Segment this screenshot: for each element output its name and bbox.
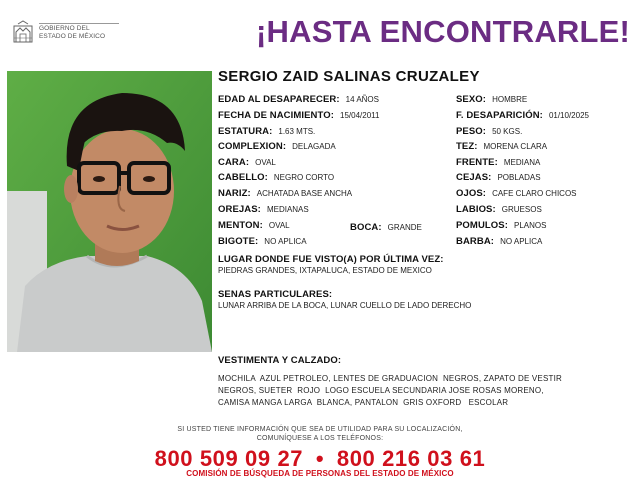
field-complexion	[456, 142, 547, 152]
field-value: OVAL	[268, 221, 290, 230]
person-photo-illustration	[7, 71, 212, 352]
field-birthdate	[218, 111, 379, 121]
clothing-line: MOCHILA AZUL PETROLEO, LENTES DE GRADUACION NEGROS, ZAPATO DE VESTIR	[218, 374, 562, 383]
field-lips	[456, 205, 542, 215]
field-eyes	[456, 189, 577, 199]
field-disappearance-date	[456, 111, 589, 121]
government-logo	[12, 20, 122, 46]
field-value: GRANDE	[387, 223, 422, 232]
field-label: SEXO:	[456, 94, 487, 105]
marks-label: SENAS PARTICULARES:	[218, 289, 333, 300]
logo-line-1: GOBIERNO DEL	[39, 25, 90, 32]
last-seen-label: LUGAR DONDE FUE VISTO(A) POR ÚLTIMA VEZ:	[218, 254, 444, 265]
field-value: NEGRO CORTO	[273, 173, 335, 182]
field-nose	[218, 189, 352, 199]
field-label: BARBA:	[456, 236, 495, 247]
field-beard	[456, 237, 542, 247]
field-label: BIGOTE:	[218, 236, 259, 247]
field-build	[218, 142, 336, 152]
field-face	[218, 158, 276, 168]
marks-value: LUNAR ARRIBA DE LA BOCA, LUNAR CUELLO DE LADO DERECHO	[218, 301, 472, 310]
field-hair	[218, 173, 334, 183]
field-label: FECHA DE NACIMIENTO:	[218, 110, 334, 121]
field-value: GRUESOS	[501, 205, 542, 214]
field-mouth	[350, 223, 422, 233]
last-seen-value: PIEDRAS GRANDES, IXTAPALUCA, ESTADO DE MEXICO	[218, 266, 432, 275]
field-value: OVAL	[255, 158, 276, 167]
field-value: NO APLICA	[264, 237, 307, 246]
field-value: MORENA CLARA	[483, 142, 548, 151]
field-height	[218, 127, 315, 137]
field-ears	[218, 205, 309, 215]
phone-separator: •	[315, 446, 325, 471]
field-weight	[456, 127, 522, 137]
field-label: OREJAS:	[218, 204, 261, 215]
contact-note: SI USTED TIENE INFORMACIÓN QUE SEA DE UTILIDAD PARA SU LOCALIZACIÓN,	[177, 426, 463, 433]
field-value: POBLADAS	[497, 173, 541, 182]
field-label: CARA:	[218, 157, 250, 168]
field-value: 15/04/2011	[340, 111, 380, 120]
contact-note: COMUNÍQUESE A LOS TELÉFONOS:	[256, 435, 384, 442]
field-value: 1.63 MTS.	[278, 127, 316, 136]
field-value: ACHATADA BASE ANCHA	[256, 189, 353, 198]
field-label: BOCA:	[350, 222, 382, 233]
field-label: F. DESAPARICIÓN:	[456, 110, 543, 121]
field-value: HOMBRE	[492, 95, 528, 104]
field-eyebrows	[456, 173, 541, 183]
field-label: FRENTE:	[456, 157, 498, 168]
field-value: DELAGADA	[292, 142, 336, 151]
field-cheekbones	[456, 221, 546, 231]
logo-line-2: ESTADO DE MÉXICO	[39, 33, 106, 40]
phone-number-1[interactable]: 800 509 09 27	[154, 446, 304, 471]
field-value: 50 KGS.	[492, 127, 523, 136]
person-name: SERGIO ZAID SALINAS CRUZALEY	[218, 68, 480, 85]
field-value: 14 AÑOS	[345, 95, 379, 104]
coat-of-arms-icon	[12, 20, 34, 44]
field-label: ESTATURA:	[218, 126, 273, 137]
field-label: CABELLO:	[218, 172, 268, 183]
logo-rule	[39, 23, 119, 24]
clothing-line: NEGROS, SUETER ROJO LOGO ESCUELA SECUNDARIA JOSE ROSAS MORENO,	[218, 386, 544, 395]
field-label: EDAD AL DESAPARECER:	[218, 94, 340, 105]
field-sex	[456, 95, 527, 105]
person-photo	[7, 71, 212, 352]
commission-name: COMISIÓN DE BÚSQUEDA DE PERSONAS DEL ESTADO DE MÉXICO	[186, 469, 454, 478]
field-moustache	[218, 237, 307, 247]
field-chin	[218, 221, 290, 231]
field-label: CEJAS:	[456, 172, 492, 183]
field-label: LABIOS:	[456, 204, 496, 215]
field-label: POMULOS:	[456, 220, 508, 231]
field-value: CAFE CLARO CHICOS	[492, 189, 577, 198]
field-age	[218, 95, 379, 105]
clothing-line: CAMISA MANGA LARGA BLANCA, PANTALON GRIS OXFORD ESCOLAR	[218, 398, 509, 407]
field-label: NARIZ:	[218, 188, 251, 199]
page-title: ¡HASTA ENCONTRARLE!	[256, 14, 631, 49]
field-label: COMPLEXION:	[218, 141, 287, 152]
phone-number-2[interactable]: 800 216 03 61	[336, 446, 486, 471]
field-forehead	[456, 158, 540, 168]
field-label: PESO:	[456, 126, 487, 137]
field-label: TEZ:	[456, 141, 478, 152]
field-value: MEDIANAS	[266, 205, 309, 214]
field-value: PLANOS	[514, 221, 547, 230]
field-value: MEDIANA	[503, 158, 541, 167]
field-value: 01/10/2025	[548, 111, 589, 120]
field-value: NO APLICA	[500, 237, 543, 246]
field-label: OJOS:	[456, 188, 487, 199]
clothing-label: VESTIMENTA Y CALZADO:	[218, 355, 342, 366]
logo-text	[39, 25, 105, 41]
field-label: MENTON:	[218, 220, 263, 231]
